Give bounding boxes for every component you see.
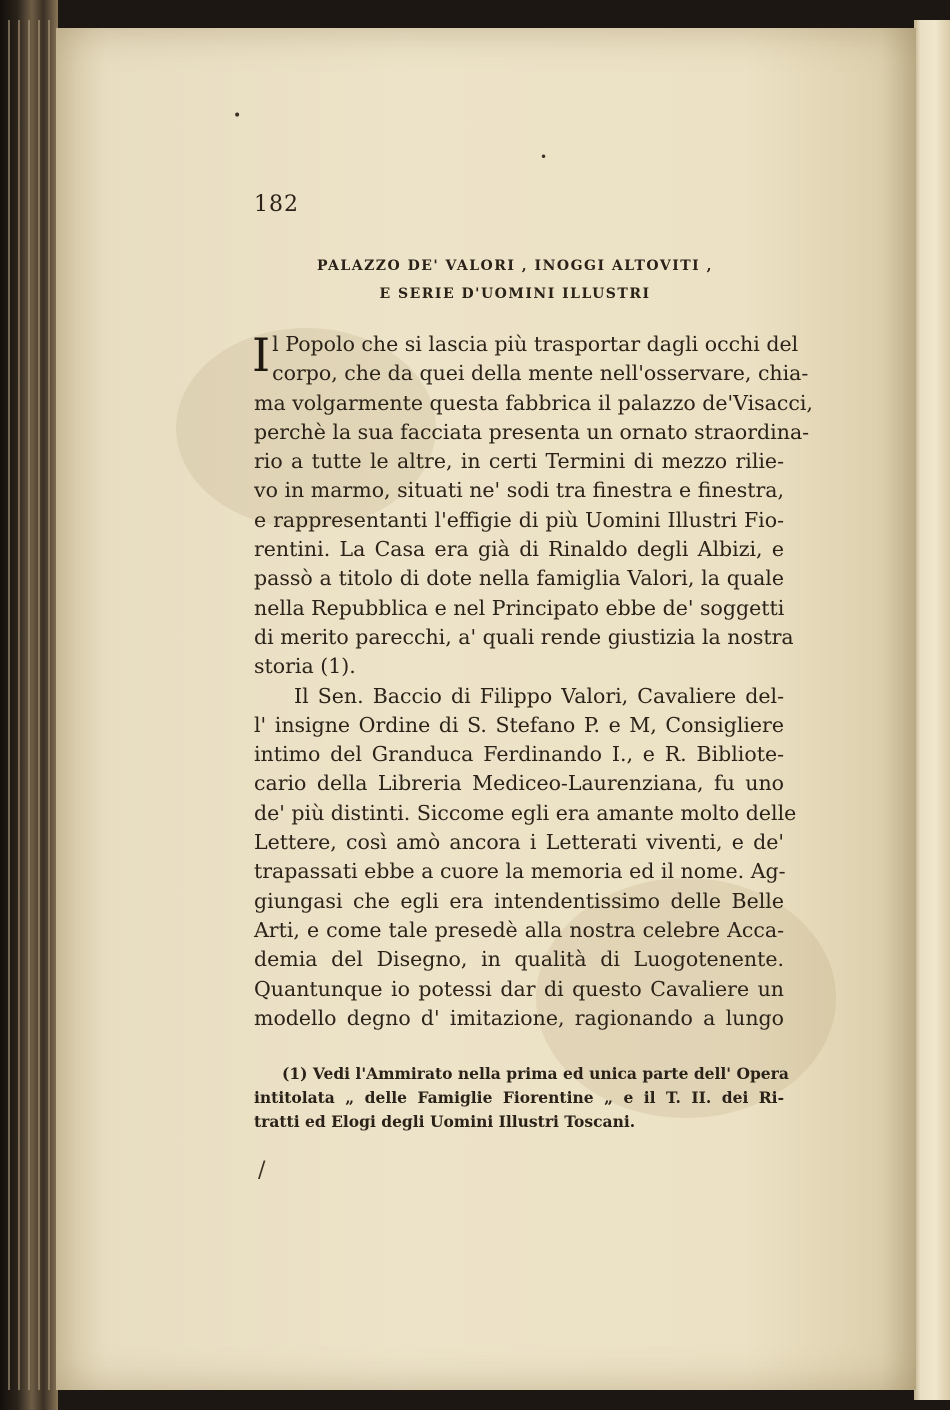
text-line: Quantunque io potessi dar di questo Cavaliere un [254, 976, 784, 1001]
text-line: Lettere, così amò ancora i Letterati viventi, e de' [254, 830, 784, 855]
text-line: e rappresentanti l'effigie di più Uomini Illustri Fio- [254, 507, 784, 532]
page-edge-line [28, 20, 30, 1390]
text-line: cario della Libreria Mediceo-Laurenziana, fu uno [254, 771, 784, 796]
footnote-line: intitolata „ delle Famiglie Fiorentine „ e il T. II. dei Ri- [254, 1088, 784, 1107]
page-edge-line [8, 20, 10, 1390]
text-line: de' più distinti. Siccome egli era amante molto delle [254, 800, 797, 825]
text-line: storia (1). [254, 654, 356, 679]
text-line: vo in marmo, situati ne' sodi tra finestra e finestra, [254, 478, 784, 503]
text-line: giungasi che egli era intendentissimo delle Belle [254, 888, 784, 913]
footnote [254, 1062, 789, 1134]
page-edge-line [48, 20, 50, 1390]
text-line: ma volgarmente questa fabbrica il palazzo de'Visacci, [254, 390, 813, 415]
speck-mark: • [233, 108, 242, 124]
next-page-edge [914, 20, 950, 1400]
text-line: l' insigne Ordine di S. Stefano P. e M, Consigliere [254, 712, 784, 737]
page-number: 182 [254, 192, 299, 217]
text-line: intimo del Granduca Ferdinando I., e R. Bibliote- [254, 742, 784, 767]
book-gutter [0, 0, 58, 1410]
text-line: Il Sen. Baccio di Filippo Valori, Cavaliere del- [294, 683, 784, 708]
text-line: perchè la sua facciata presenta un ornato straordina- [254, 419, 810, 444]
text-line: Il Popolo che si lascia più trasportar dagli occhi del [252, 328, 799, 382]
page-edge-line [18, 20, 20, 1390]
text-line: Arti, e come tale presedè alla nostra celebre Acca- [254, 917, 784, 942]
body-text [252, 328, 813, 1033]
footnote-line: tratti ed Elogi degli Uomini Illustri Toscani. [254, 1112, 636, 1131]
text-line: modello degno d' imitazione, ragionando a lungo [254, 1005, 784, 1030]
text-line: nella Repubblica e nel Principato ebbe de' soggetti [254, 595, 785, 620]
text-line: passò a titolo di dote nella famiglia Valori, la quale [254, 566, 784, 591]
text-line: corpo, che da quei della mente nell'osservare, chia- [272, 361, 809, 386]
text-line: rentini. La Casa era già di Rinaldo degli Albizi, e [254, 537, 784, 562]
speck-mark: • [540, 150, 548, 164]
footnote-line: (1) Vedi l'Ammirato nella prima ed unica parte dell' Opera [282, 1064, 789, 1083]
text-line: di merito parecchi, a' quali rende giustizia la nostra [254, 624, 794, 649]
page-edge-line [38, 20, 40, 1390]
chapter-heading: PALAZZO DE' VALORI , INOGGI ALTOVITI , [317, 258, 713, 274]
text-line: demia del Disegno, in qualità di Luogotenente. [254, 947, 784, 972]
text-line: rio a tutte le altre, in certi Termini di mezzo rilie- [254, 449, 784, 474]
text-line: trapassati ebbe a cuore la memoria ed il nome. Ag- [254, 859, 786, 884]
chapter-subheading: E SERIE D'UOMINI ILLUSTRI [379, 286, 651, 302]
drop-cap: I [252, 328, 271, 382]
stray-pen-mark: / [258, 1158, 266, 1183]
